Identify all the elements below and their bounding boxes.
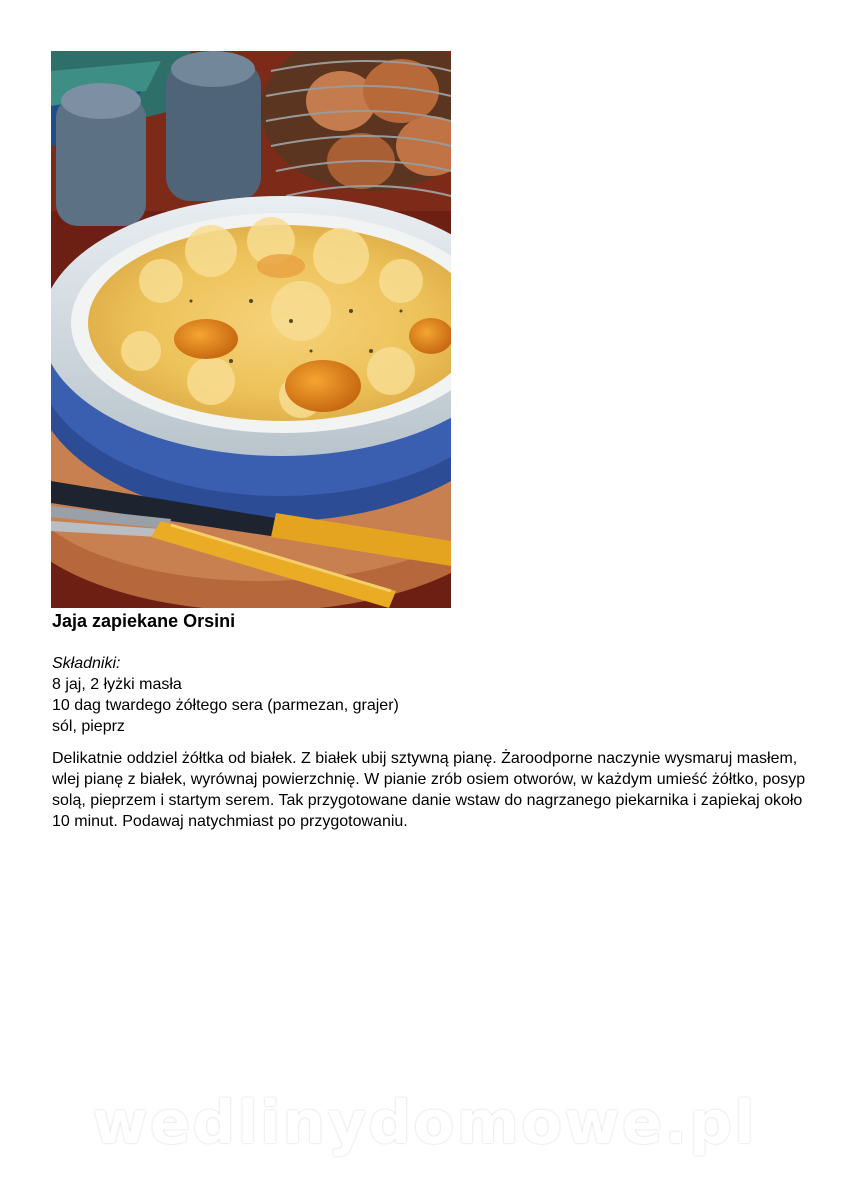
ingredient-line: sól, pieprz (52, 718, 125, 735)
baked-eggs-photo-icon (51, 51, 451, 608)
ingredients-section (52, 653, 772, 737)
ingredient-line: 8 jaj, 2 łyżki masła (52, 676, 182, 693)
recipe-photo (51, 51, 451, 608)
ingredients-label: Składniki: (52, 655, 121, 672)
ingredient-line: 10 dag twardego żółtego sera (parmezan, grajer) (52, 697, 399, 714)
site-watermark: wedlinydomowe.pl (92, 1088, 757, 1158)
recipe-title: Jaja zapiekane Orsini (52, 611, 236, 631)
recipe-instructions: Delikatnie oddziel żółtka od białek. Z białek ubij sztywną pianę. Żaroodporne naczynie wysmaruj masłem, wlej pianę z białek, wyrównaj powierzchnię. W pianie zrób osiem otworów, w każdym umieść żółtko, posyp solą, pieprzem i startym serem. Tak przygotowane danie wstaw do nagrzanego piekarnika i zapiekaj około 10 minut. Podawaj natychmiast po przygotowaniu. (52, 750, 806, 830)
